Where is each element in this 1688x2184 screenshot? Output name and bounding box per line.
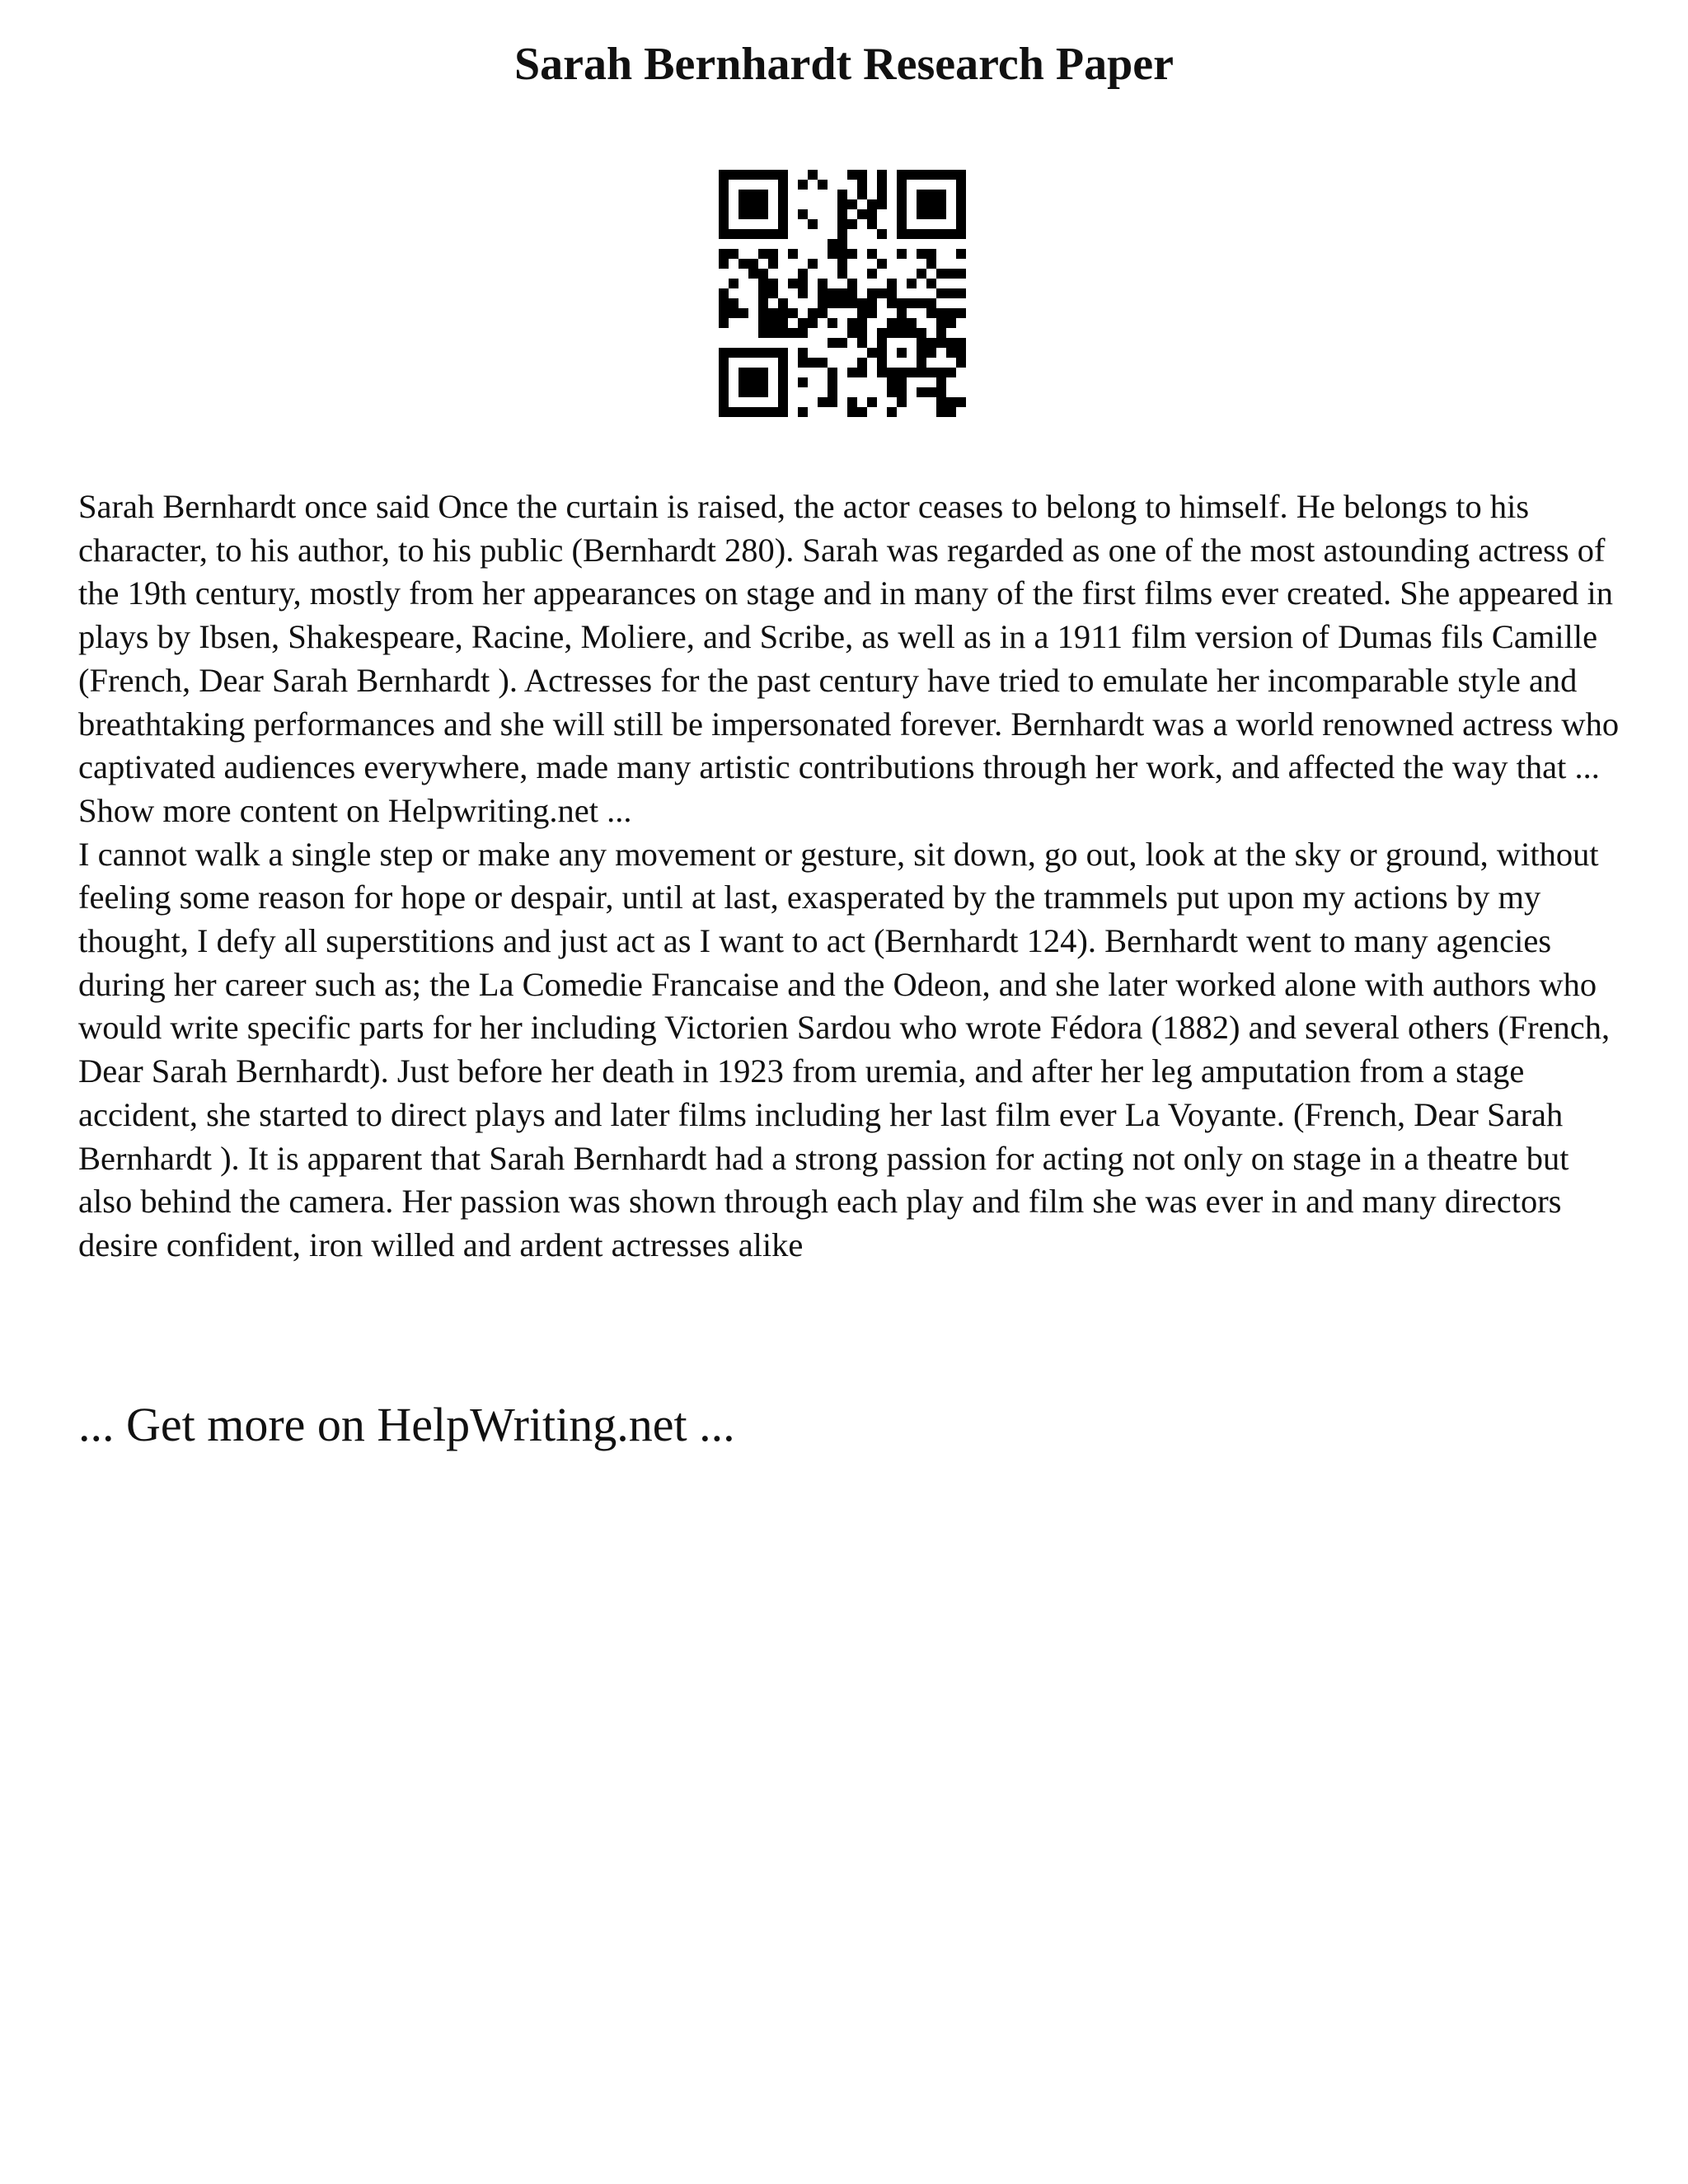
get-more-link[interactable]: ... Get more on HelpWriting.net ...	[78, 1398, 735, 1451]
qr-code-icon	[719, 170, 966, 417]
body-text	[78, 485, 1628, 1268]
paragraph: I cannot walk a single step or make any movement or gesture, sit down, go out, look at the sky or ground, without feeling some reason for hope or despair, until at last, exasperated by the trammels put upon my actions by my thought, I defy all superstitions and just act as I want to act (Bernhardt 124). Bernhardt went to many agencies during her career such as; the La Comedie Francaise and the Odeon, and she later worked alone with authors who would write specific parts for her including Victorien Sardou who wrote Fédora (1882) and several others (French, Dear Sarah Bernhardt). Just before her death in 1923 from uremia, and after her leg amputation from a stage accident, she started to direct plays and later films including her last film ever La Voyante. (French, Dear Sarah Bernhardt ). It is apparent that Sarah Bernhardt had a strong passion for acting not only on stage in a theatre but also behind the camera. Her passion was shown through each play and film she was ever in and many directors desire confident, iron willed and ardent actresses alike	[78, 835, 1611, 1263]
page-title: Sarah Bernhardt Research Paper	[514, 39, 1174, 90]
qr-code[interactable]	[719, 170, 966, 417]
paragraph: Sarah Bernhardt once said Once the curtain is raised, the actor ceases to belong to himself. He belongs to his character, to his author, to his public (Bernhardt 280). Sarah was regarded as one of the most astounding actress of the 19th century, mostly from her appearances on stage and in many of the first films ever created. She appeared in plays by Ibsen, Shakespeare, Racine, Moliere, and Scribe, as well as in a 1911 film version of Dumas fils Camille (French, Dear Sarah Bernhardt ). Actresses for the past century have tried to emulate her incomparable style and breathtaking performances and she will still be impersonated forever. Bernhardt was a world renowned actress who captivated audiences everywhere, made many artistic contributions through her work, and affected the way that ... Show more content on Helpwriting.net ...	[78, 488, 1620, 829]
